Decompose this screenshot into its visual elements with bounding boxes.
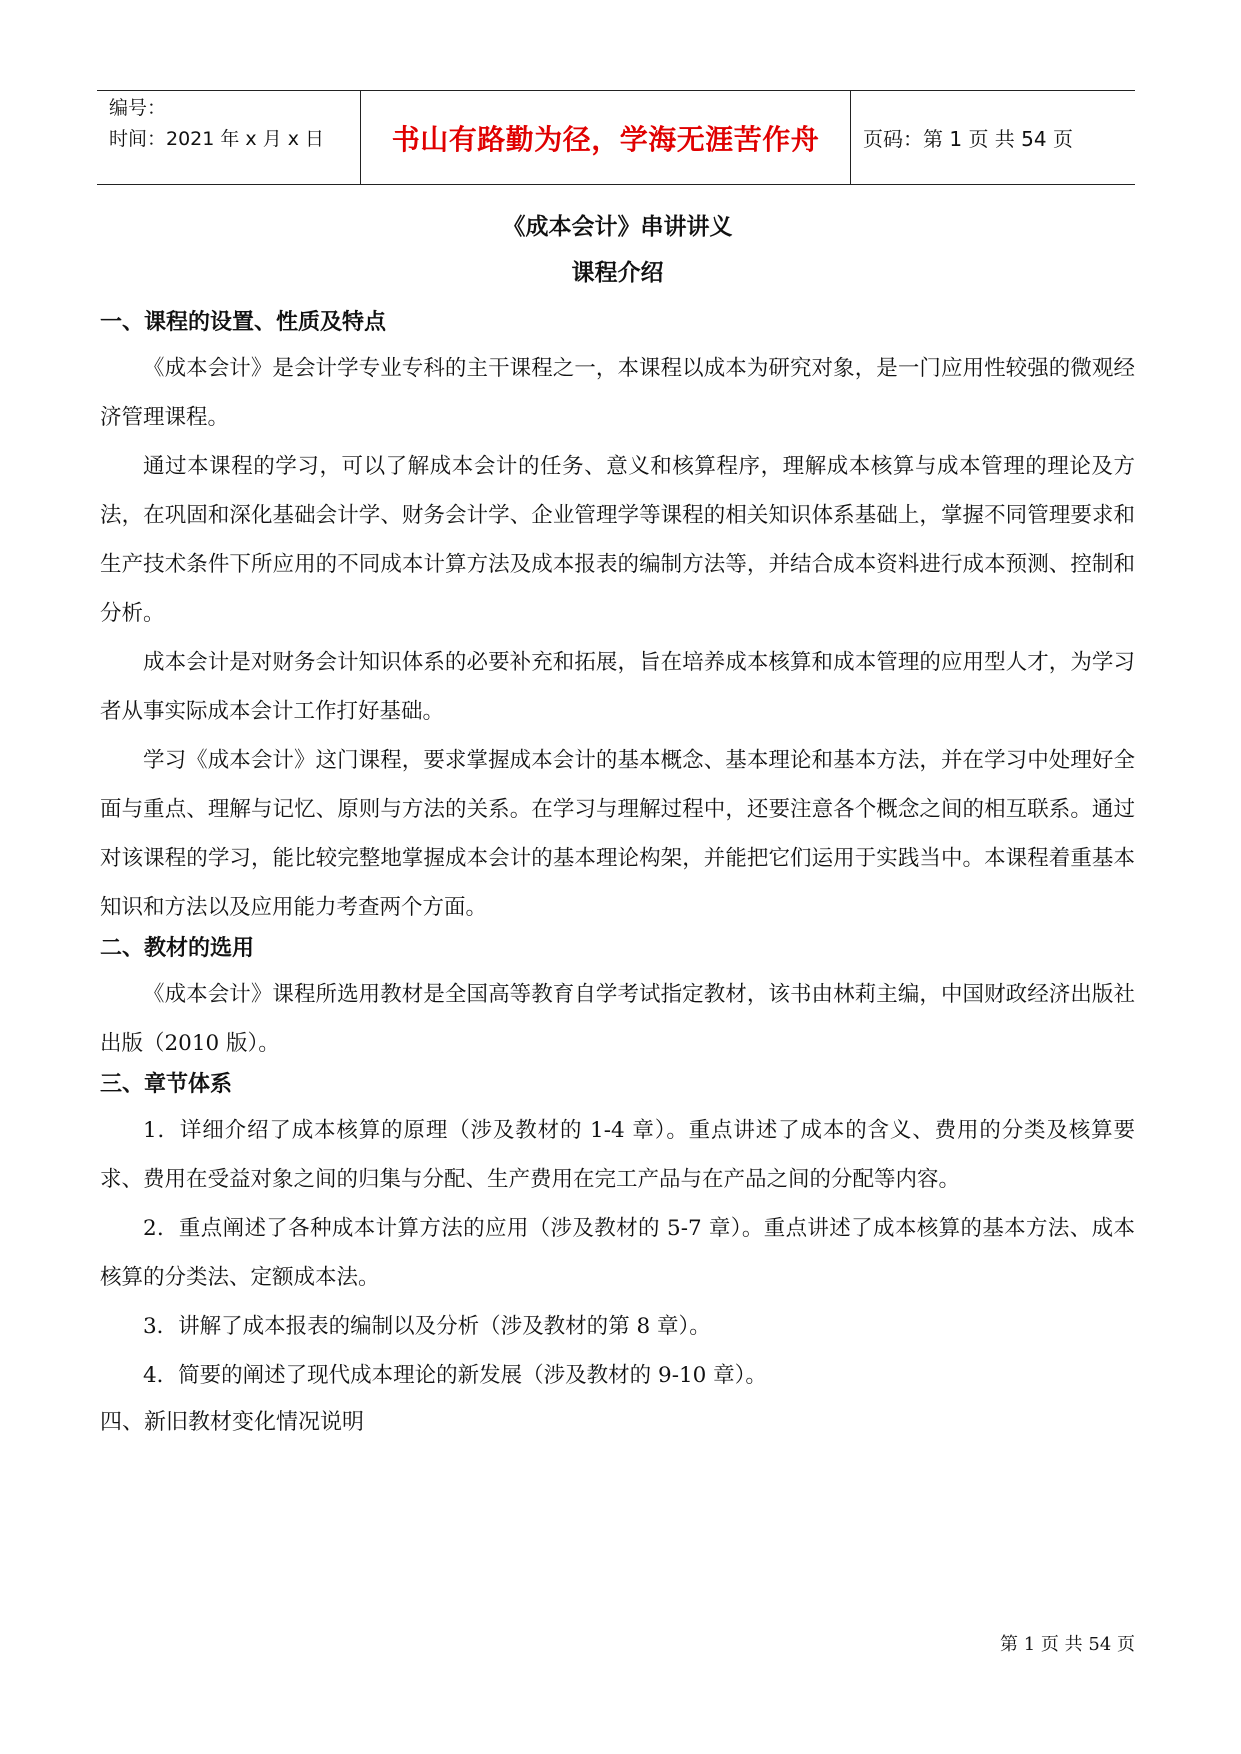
paragraph: 《成本会计》课程所选用教材是全国高等教育自学考试指定教材，该书由林莉主编，中国财政经济出版社出版（2010 版）。: [100, 982, 1135, 1056]
section-heading: 一、课程的设置、性质及特点: [100, 310, 387, 335]
list-item: 1．详细介绍了成本核算的原理（涉及教材的 1-4 章）。重点讲述了成本的含义、费用的分类及核算要求、费用在受益对象之间的归集与分配、生产费用在完工产品与在产品之间的分配等内容。: [100, 1118, 1135, 1192]
paragraph: 通过本课程的学习，可以了解成本会计的任务、意义和核算程序，理解成本核算与成本管理的理论及方法，在巩固和深化基础会计学、财务会计学、企业管理学等课程的相关知识体系基础上，掌握不同管理要求和生产技术条件下所应用的不同成本计算方法及成本报表的编制方法等，并结合成本资料进行成本预测、控制和分析。: [100, 454, 1135, 626]
section-heading: 二、教材的选用: [100, 936, 255, 961]
list-item: 3．讲解了成本报表的编制以及分析（涉及教材的第 8 章）。: [143, 1314, 711, 1339]
header-motto: 书山有路勤为径，学海无涯苦作舟: [361, 91, 851, 184]
paragraph: 成本会计是对财务会计知识体系的必要补充和拓展，旨在培养成本核算和成本管理的应用型人才，为学习者从事实际成本会计工作打好基础。: [100, 650, 1135, 724]
header-table: [97, 90, 1135, 185]
document-title: 《成本会计》串讲讲义: [502, 214, 733, 240]
section-course-setup: [100, 308, 1135, 932]
document-date: 时间：2021 年 x 月 x 日: [109, 128, 325, 150]
document-number-label: 编号：: [109, 97, 167, 119]
section-chapters: [100, 1070, 1135, 1400]
section-textbook: [100, 934, 1135, 1068]
list-item: 2．重点阐述了各种成本计算方法的应用（涉及教材的 5-7 章）。重点讲述了成本核算的基本方法、成本核算的分类法、定额成本法。: [100, 1216, 1135, 1290]
list-item: 4．简要的阐述了现代成本理论的新发展（涉及教材的 9-10 章）。: [143, 1363, 767, 1388]
header-page-info: 页码：第 1 页 共 54 页: [863, 127, 1073, 151]
page-footer: 第 1 页 共 54 页: [1000, 1634, 1135, 1655]
section-heading: 四、新旧教材变化情况说明: [100, 1410, 365, 1435]
header-meta-cell: [97, 91, 361, 184]
document-body: [100, 200, 1135, 1450]
section-heading: 三、章节体系: [100, 1072, 233, 1097]
section-textbook-changes: [100, 1408, 1135, 1450]
paragraph: 《成本会计》是会计学专业专科的主干课程之一，本课程以成本为研究对象，是一门应用性较强的微观经济管理课程。: [100, 356, 1135, 430]
document-subtitle: 课程介绍: [571, 260, 664, 286]
paragraph: 学习《成本会计》这门课程，要求掌握成本会计的基本概念、基本理论和基本方法，并在学习中处理好全面与重点、理解与记忆、原则与方法的关系。在学习与理解过程中，还要注意各个概念之间的相互联系。通过对该课程的学习，能比较完整地掌握成本会计的基本理论构架，并能把它们运用于实践当中。本课程着重基本知识和方法以及应用能力考查两个方面。: [100, 748, 1135, 920]
